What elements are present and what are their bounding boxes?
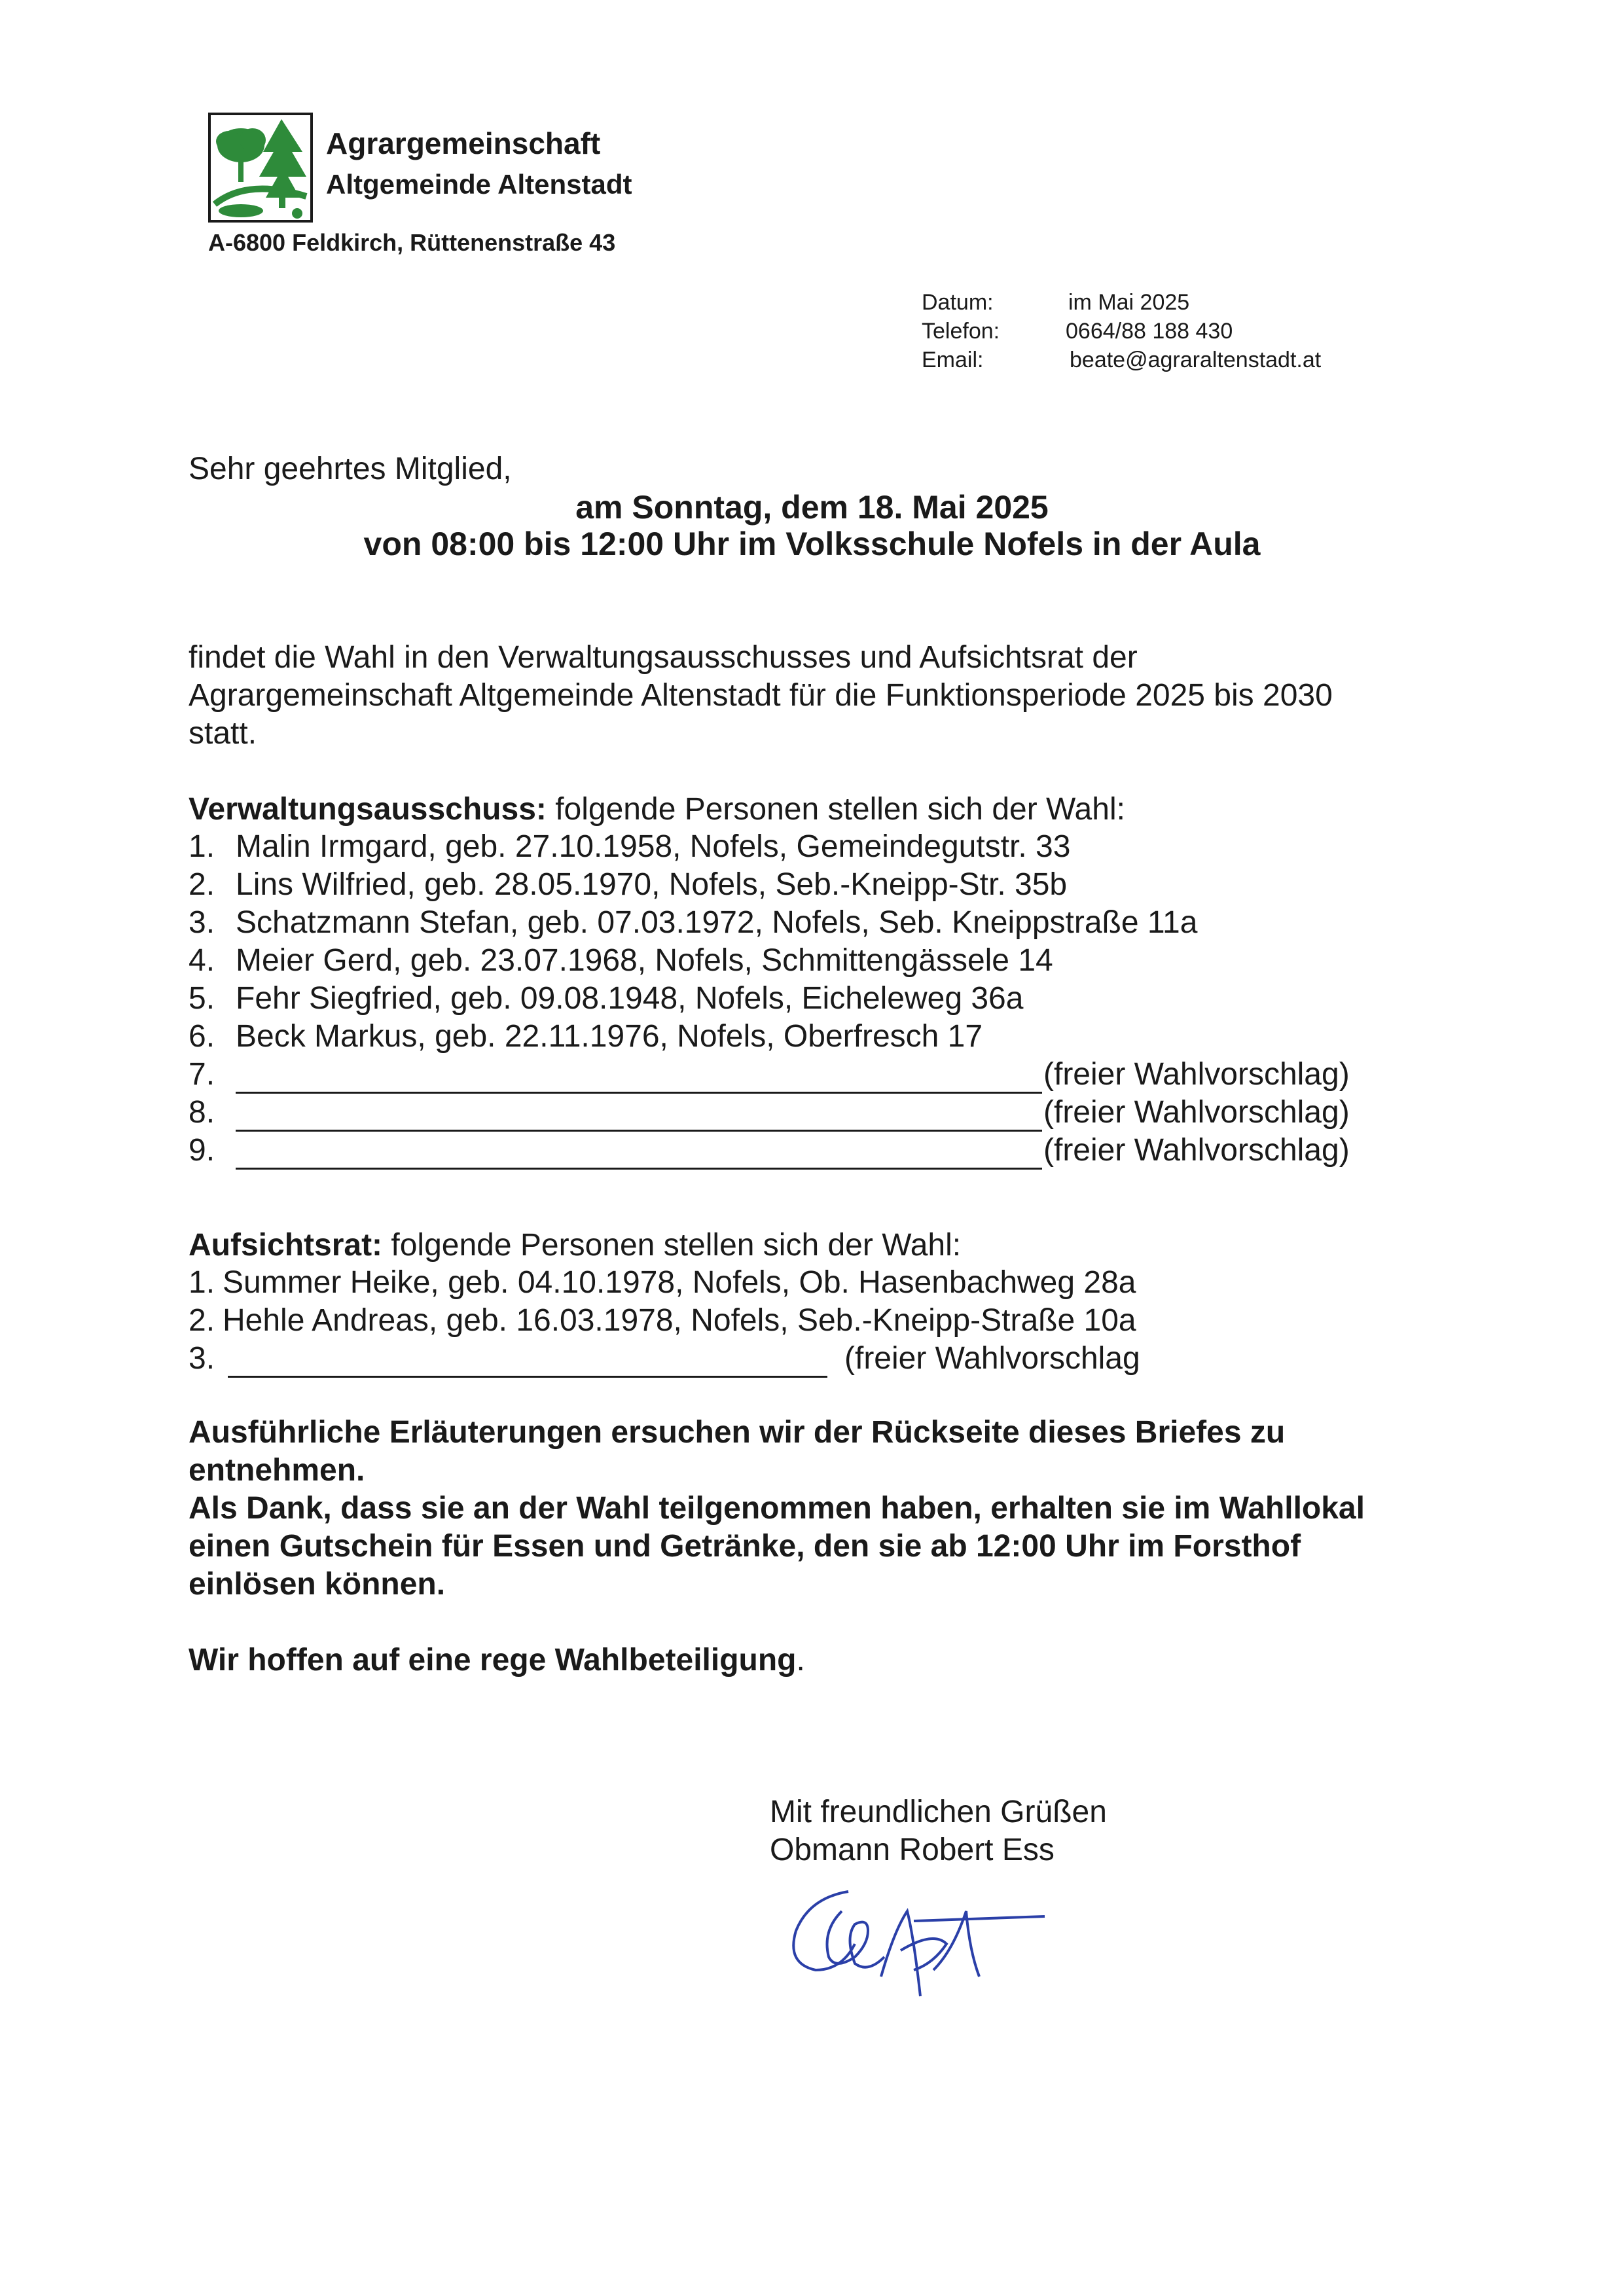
list-number: 8. (189, 1095, 215, 1130)
list-number: 1. (189, 1265, 215, 1300)
list-number: 3. (189, 1341, 215, 1376)
list-number: 2. (189, 1303, 215, 1338)
verwaltung-heading-label: Verwaltungsausschuss: (189, 792, 547, 827)
email-link[interactable]: beate@agraraltenstadt.at (1070, 348, 1322, 372)
candidate-text: Beck Markus, geb. 22.11.1976, Nofels, Oberfresch 17 (236, 1019, 983, 1054)
candidate-text: Hehle Andreas, geb. 16.03.1978, Nofels, Seb.-Kneipp-Straße 10a (223, 1303, 1136, 1338)
list-item (189, 829, 1070, 865)
list-number: 1. (189, 829, 215, 864)
write-in-line[interactable] (236, 1130, 1042, 1132)
note-line-3: Als Dank, dass sie an der Wahl teilgenommen haben, erhalten sie im Wahllokal (189, 1491, 1365, 1526)
list-item (189, 1018, 983, 1054)
candidate-text: Meier Gerd, geb. 23.07.1968, Nofels, Schmittengässele 14 (236, 943, 1053, 978)
list-item (189, 1265, 1136, 1300)
signature (770, 1872, 1058, 2003)
phone-label: Telefon: (922, 319, 1000, 344)
aufsicht-heading-label: Aufsichtsrat: (189, 1228, 383, 1263)
date-label: Datum: (922, 290, 994, 315)
list-item (189, 867, 1067, 903)
verwaltung-heading (189, 791, 1125, 829)
intro-line-3: statt. (189, 716, 257, 751)
free-slot-item (189, 1132, 215, 1168)
event-time: von 08:00 bis 12:00 Uhr im Volksschule Nofels in der Aula (363, 526, 1261, 562)
signature-icon (770, 1872, 1058, 2003)
hope-period: . (796, 1643, 805, 1677)
candidate-text: Lins Wilfried, geb. 28.05.1970, Nofels, Seb.-Kneipp-Str. 35b (236, 867, 1068, 902)
intro-line-2: Agrargemeinschaft Altgemeinde Altenstadt für die Funktionsperiode 2025 bis 2030 (189, 678, 1333, 713)
list-item (189, 942, 1053, 978)
salutation: Sehr geehrtes Mitglied, (189, 452, 512, 486)
list-number: 2. (189, 867, 215, 902)
email-label: Email: (922, 348, 984, 372)
closing-hope (189, 1641, 805, 1679)
free-slot-label: (freier Wahlvorschlag) (1043, 1057, 1350, 1092)
write-in-line[interactable] (228, 1376, 827, 1378)
list-number: 7. (189, 1057, 215, 1092)
closing-greeting: Mit freundlichen Grüßen (770, 1795, 1107, 1829)
note-line-1: Ausführliche Erläuterungen ersuchen wir der Rückseite dieses Briefes zu (189, 1415, 1286, 1450)
free-slot-label: (freier Wahlvorschlag) (1043, 1095, 1350, 1130)
note-line-5: einlösen können. (189, 1567, 446, 1602)
free-slot-label: (freier Wahlvorschlag) (1043, 1133, 1350, 1168)
list-item (189, 1302, 1136, 1338)
event-date: am Sonntag, dem 18. Mai 2025 (575, 489, 1049, 526)
list-item (189, 905, 1197, 941)
candidate-text: Schatzmann Stefan, geb. 07.03.1972, Nofels, Seb. Kneippstraße 11a (236, 905, 1198, 940)
free-slot-label: (freier Wahlvorschlag (844, 1341, 1140, 1376)
candidate-text: Malin Irmgard, geb. 27.10.1958, Nofels, Gemeindegutstr. 33 (236, 829, 1071, 864)
email-value (1070, 346, 1321, 374)
list-number: 6. (189, 1019, 215, 1054)
free-slot-item (189, 1056, 215, 1092)
verwaltung-heading-rest: folgende Personen stellen sich der Wahl: (546, 792, 1125, 827)
logo (208, 113, 313, 223)
candidate-text: Fehr Siegfried, geb. 09.08.1948, Nofels, Eicheleweg 36a (236, 981, 1024, 1016)
list-number: 3. (189, 905, 215, 940)
aufsicht-heading-rest: folgende Personen stellen sich der Wahl: (382, 1228, 962, 1263)
signer-name: Obmann Robert Ess (770, 1833, 1055, 1867)
note-line-2: entnehmen. (189, 1453, 365, 1488)
phone-value: 0664/88 188 430 (1066, 319, 1233, 344)
write-in-line[interactable] (236, 1168, 1042, 1170)
note-line-4: einen Gutschein für Essen und Getränke, den sie ab 12:00 Uhr im Forsthof (189, 1529, 1301, 1564)
org-address: A-6800 Feldkirch, Rüttenenstraße 43 (208, 229, 616, 256)
org-subtitle: Altgemeinde Altenstadt (326, 169, 632, 200)
date-value: im Mai 2025 (1068, 290, 1190, 315)
free-slot-item (189, 1340, 215, 1376)
free-slot-item (189, 1094, 215, 1130)
intro-line-1: findet die Wahl in den Verwaltungsausschusses und Aufsichtsrat der (189, 640, 1138, 675)
list-number: 9. (189, 1133, 215, 1168)
list-item (189, 980, 1023, 1016)
candidate-text: Summer Heike, geb. 04.10.1978, Nofels, Ob. Hasenbachweg 28a (223, 1265, 1136, 1300)
tree-logo-icon (208, 113, 313, 223)
write-in-line[interactable] (236, 1092, 1042, 1094)
hope-text: Wir hoffen auf eine rege Wahlbeteiligung (189, 1643, 797, 1677)
org-name: Agrargemeinschaft (326, 126, 601, 160)
list-number: 5. (189, 981, 215, 1016)
list-number: 4. (189, 943, 215, 978)
aufsicht-heading (189, 1227, 961, 1265)
